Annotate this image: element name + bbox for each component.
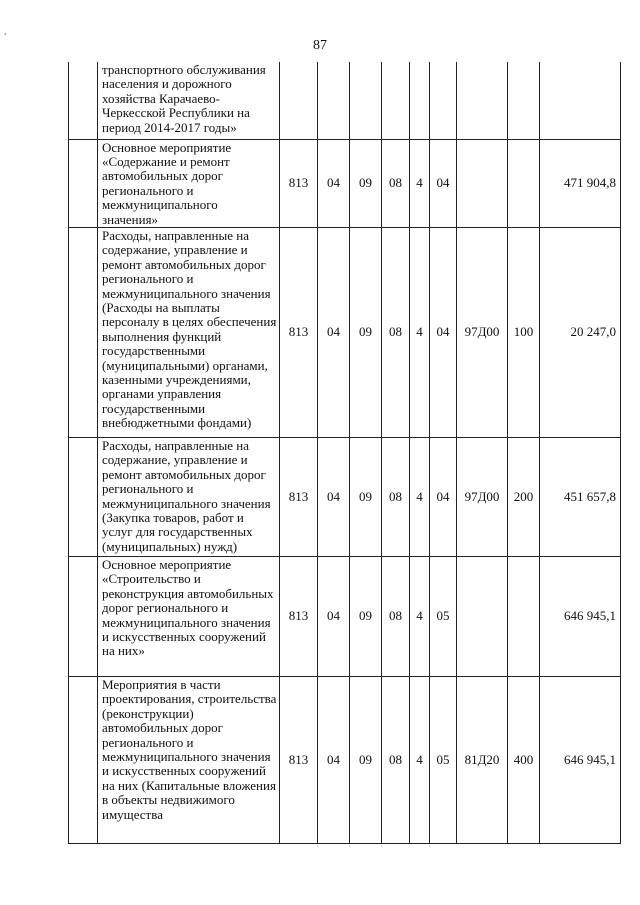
amount-cell: 20 247,0 bbox=[540, 227, 621, 437]
program-code-cell: 08 bbox=[382, 139, 410, 227]
index-cell bbox=[69, 62, 98, 139]
expense-name-cell: Основное мероприятие «Содержание и ремонт автомобильных дорог регионального и межмуниципального значения» bbox=[98, 139, 280, 227]
table-row bbox=[69, 139, 621, 227]
program-code-cell: 08 bbox=[382, 676, 410, 843]
index-cell bbox=[69, 556, 98, 676]
program-code-cell bbox=[382, 62, 410, 139]
direction-code-cell: 97Д00 bbox=[457, 437, 508, 556]
subsection-code-cell: 09 bbox=[350, 227, 382, 437]
index-cell bbox=[69, 139, 98, 227]
measure-code-cell bbox=[430, 62, 457, 139]
section-code-cell: 04 bbox=[318, 139, 350, 227]
expense-name-cell: Расходы, направленные на содержание, управление и ремонт автомобильных дорог регионального и межмуниципального значения (Закупка товаров, работ и услуг для государственных (муниципальных) нужд) bbox=[98, 437, 280, 556]
direction-code-cell: 97Д00 bbox=[457, 227, 508, 437]
expense-type-cell: 100 bbox=[508, 227, 540, 437]
expense-type-cell bbox=[508, 139, 540, 227]
table-row bbox=[69, 556, 621, 676]
ministry-code-cell bbox=[280, 62, 318, 139]
amount-cell bbox=[540, 62, 621, 139]
subprogram-code-cell: 4 bbox=[410, 437, 430, 556]
page-number: 87 bbox=[313, 38, 327, 53]
program-code-cell: 08 bbox=[382, 556, 410, 676]
subprogram-code-cell bbox=[410, 62, 430, 139]
direction-code-cell bbox=[457, 62, 508, 139]
direction-code-cell: 81Д20 bbox=[457, 676, 508, 843]
subsection-code-cell: 09 bbox=[350, 676, 382, 843]
program-code-cell: 08 bbox=[382, 437, 410, 556]
measure-code-cell: 05 bbox=[430, 676, 457, 843]
section-code-cell: 04 bbox=[318, 437, 350, 556]
direction-code-cell bbox=[457, 139, 508, 227]
measure-code-cell: 04 bbox=[430, 139, 457, 227]
expense-name-cell: Основное мероприятие «Строительство и реконструкция автомобильных дорог регионального и межмуниципального значения и искусственных сооружений на них» bbox=[98, 556, 280, 676]
ministry-code-cell: 813 bbox=[280, 676, 318, 843]
amount-cell: 471 904,8 bbox=[540, 139, 621, 227]
section-code-cell: 04 bbox=[318, 227, 350, 437]
budget-table bbox=[68, 62, 621, 844]
expense-type-cell bbox=[508, 62, 540, 139]
subprogram-code-cell: 4 bbox=[410, 227, 430, 437]
expense-name-cell: Мероприятия в части проектирования, строительства (реконструкции) автомобильных дорог регионального и межмуниципального значения и искусственных сооружений на них (Капитальные вложения в объекты недвижимого имущества bbox=[98, 676, 280, 843]
direction-code-cell bbox=[457, 556, 508, 676]
amount-cell: 646 945,1 bbox=[540, 676, 621, 843]
measure-code-cell: 04 bbox=[430, 227, 457, 437]
section-code-cell: 04 bbox=[318, 556, 350, 676]
subsection-code-cell bbox=[350, 62, 382, 139]
ministry-code-cell: 813 bbox=[280, 556, 318, 676]
index-cell bbox=[69, 227, 98, 437]
expense-type-cell: 400 bbox=[508, 676, 540, 843]
subsection-code-cell: 09 bbox=[350, 437, 382, 556]
table-row bbox=[69, 437, 621, 556]
table-row bbox=[69, 676, 621, 843]
measure-code-cell: 05 bbox=[430, 556, 457, 676]
index-cell bbox=[69, 437, 98, 556]
amount-cell: 646 945,1 bbox=[540, 556, 621, 676]
scan-mark: , bbox=[4, 26, 7, 37]
section-code-cell: 04 bbox=[318, 676, 350, 843]
subprogram-code-cell: 4 bbox=[410, 139, 430, 227]
subprogram-code-cell: 4 bbox=[410, 556, 430, 676]
expense-type-cell: 200 bbox=[508, 437, 540, 556]
section-code-cell bbox=[318, 62, 350, 139]
expense-name-cell: Расходы, направленные на содержание, управление и ремонт автомобильных дорог регионального и межмуниципального значения (Расходы на выплаты персоналу в целях обеспечения выполнения функций государственными (муниципальными) органами, казенными учреждениями, органами управления государственными внебюджетными фондами) bbox=[98, 227, 280, 437]
amount-cell: 451 657,8 bbox=[540, 437, 621, 556]
measure-code-cell: 04 bbox=[430, 437, 457, 556]
expense-type-cell bbox=[508, 556, 540, 676]
table-row bbox=[69, 227, 621, 437]
program-code-cell: 08 bbox=[382, 227, 410, 437]
subprogram-code-cell: 4 bbox=[410, 676, 430, 843]
table-row bbox=[69, 62, 621, 139]
ministry-code-cell: 813 bbox=[280, 227, 318, 437]
subsection-code-cell: 09 bbox=[350, 139, 382, 227]
subsection-code-cell: 09 bbox=[350, 556, 382, 676]
expense-name-cell: транспортного обслуживания населения и дорожного хозяйства Карачаево-Черкесской Республики на период 2014-2017 годы» bbox=[98, 62, 280, 139]
ministry-code-cell: 813 bbox=[280, 139, 318, 227]
index-cell bbox=[69, 676, 98, 843]
ministry-code-cell: 813 bbox=[280, 437, 318, 556]
